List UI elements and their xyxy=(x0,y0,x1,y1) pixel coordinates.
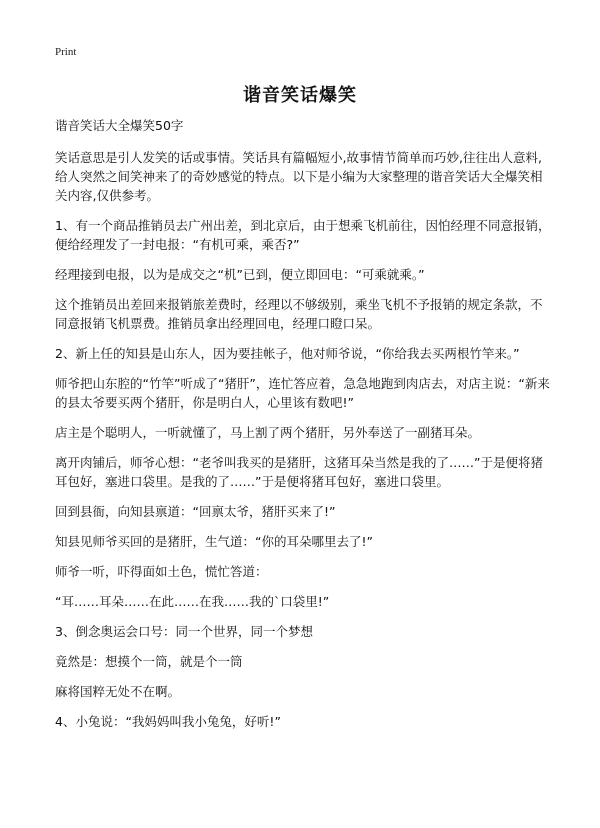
paragraph: 师爷把山东腔的“竹竿”听成了“猪肝”，连忙答应着，急急地跑到肉店去，对店主说：“新来的县太爷要买两个猪肝，你是明白人，心里该有数吧!” xyxy=(55,376,550,410)
paragraph: 师爷一听，吓得面如土色，慌忙答道： xyxy=(55,564,268,579)
page-title: 谐音笑话爆笑 xyxy=(243,85,357,106)
paragraph: 回到县衙，向知县禀道：“回禀太爷，猪肝买来了!” xyxy=(55,504,336,519)
paragraph: 竟然是：想摸个一筒，就是个一筒 xyxy=(55,654,243,669)
paragraph: 店主是个聪明人，一听就懂了，马上割了两个猪肝，另外奉送了一副猪耳朵。 xyxy=(55,425,481,440)
article-subtitle: 谐音笑话大全爆笑50字 xyxy=(55,118,184,133)
paragraph: 2、新上任的知县是山东人，因为要挂帐子，他对师爷说，“你给我去买两根竹竿来。” xyxy=(55,346,520,361)
paragraph: “耳……耳朵……在此……在我……我的`口袋里!” xyxy=(55,594,330,609)
paragraph: 1、有一个商品推销员去广州出差，到北京后，由于想乘飞机前往，因怕经理不同意报销，便给经理发了一封电报：“有机可乘，乘否?” xyxy=(55,218,551,252)
paragraph-intro: 笑话意思是引人发笑的话或事情。笑话具有篇幅短小,故事情节简单而巧妙,往往出人意料,给人突然之间笑神来了的奇妙感觉的特点。以下是小编为大家整理的谐音笑话大全爆笑相关内容,仅供参考。 xyxy=(55,150,543,203)
paragraph: 知县见师爷买回的是猪肝，生气道：“你的耳朵哪里去了!” xyxy=(55,534,373,549)
paragraph: 离开肉铺后，师爷心想：“老爷叫我买的是猪肝，这猪耳朵当然是我的了……”于是便将猪耳包好，塞进口袋里。是我的了……”于是便将猪耳包好，塞进口袋里。 xyxy=(55,455,543,489)
print-label: Print xyxy=(55,46,77,58)
paragraph: 麻将国粹无处不在啊。 xyxy=(55,684,181,699)
paragraph: 这个推销员出差回来报销旅差费时，经理以不够级别，乘坐飞机不予报销的规定条款，不同意报销飞机票费。推销员拿出经理回电，经理口瞪口呆。 xyxy=(55,297,543,331)
paragraph: 3、倒念奥运会口号：同一个世界，同一个梦想 xyxy=(55,624,313,639)
paragraph: 4、小兔说：“我妈妈叫我小兔兔，好听!” xyxy=(55,714,281,729)
paragraph: 经理接到电报，以为是成交之“机”已到，便立即回电：“可乘就乘。” xyxy=(55,267,425,282)
article-body xyxy=(55,116,551,742)
